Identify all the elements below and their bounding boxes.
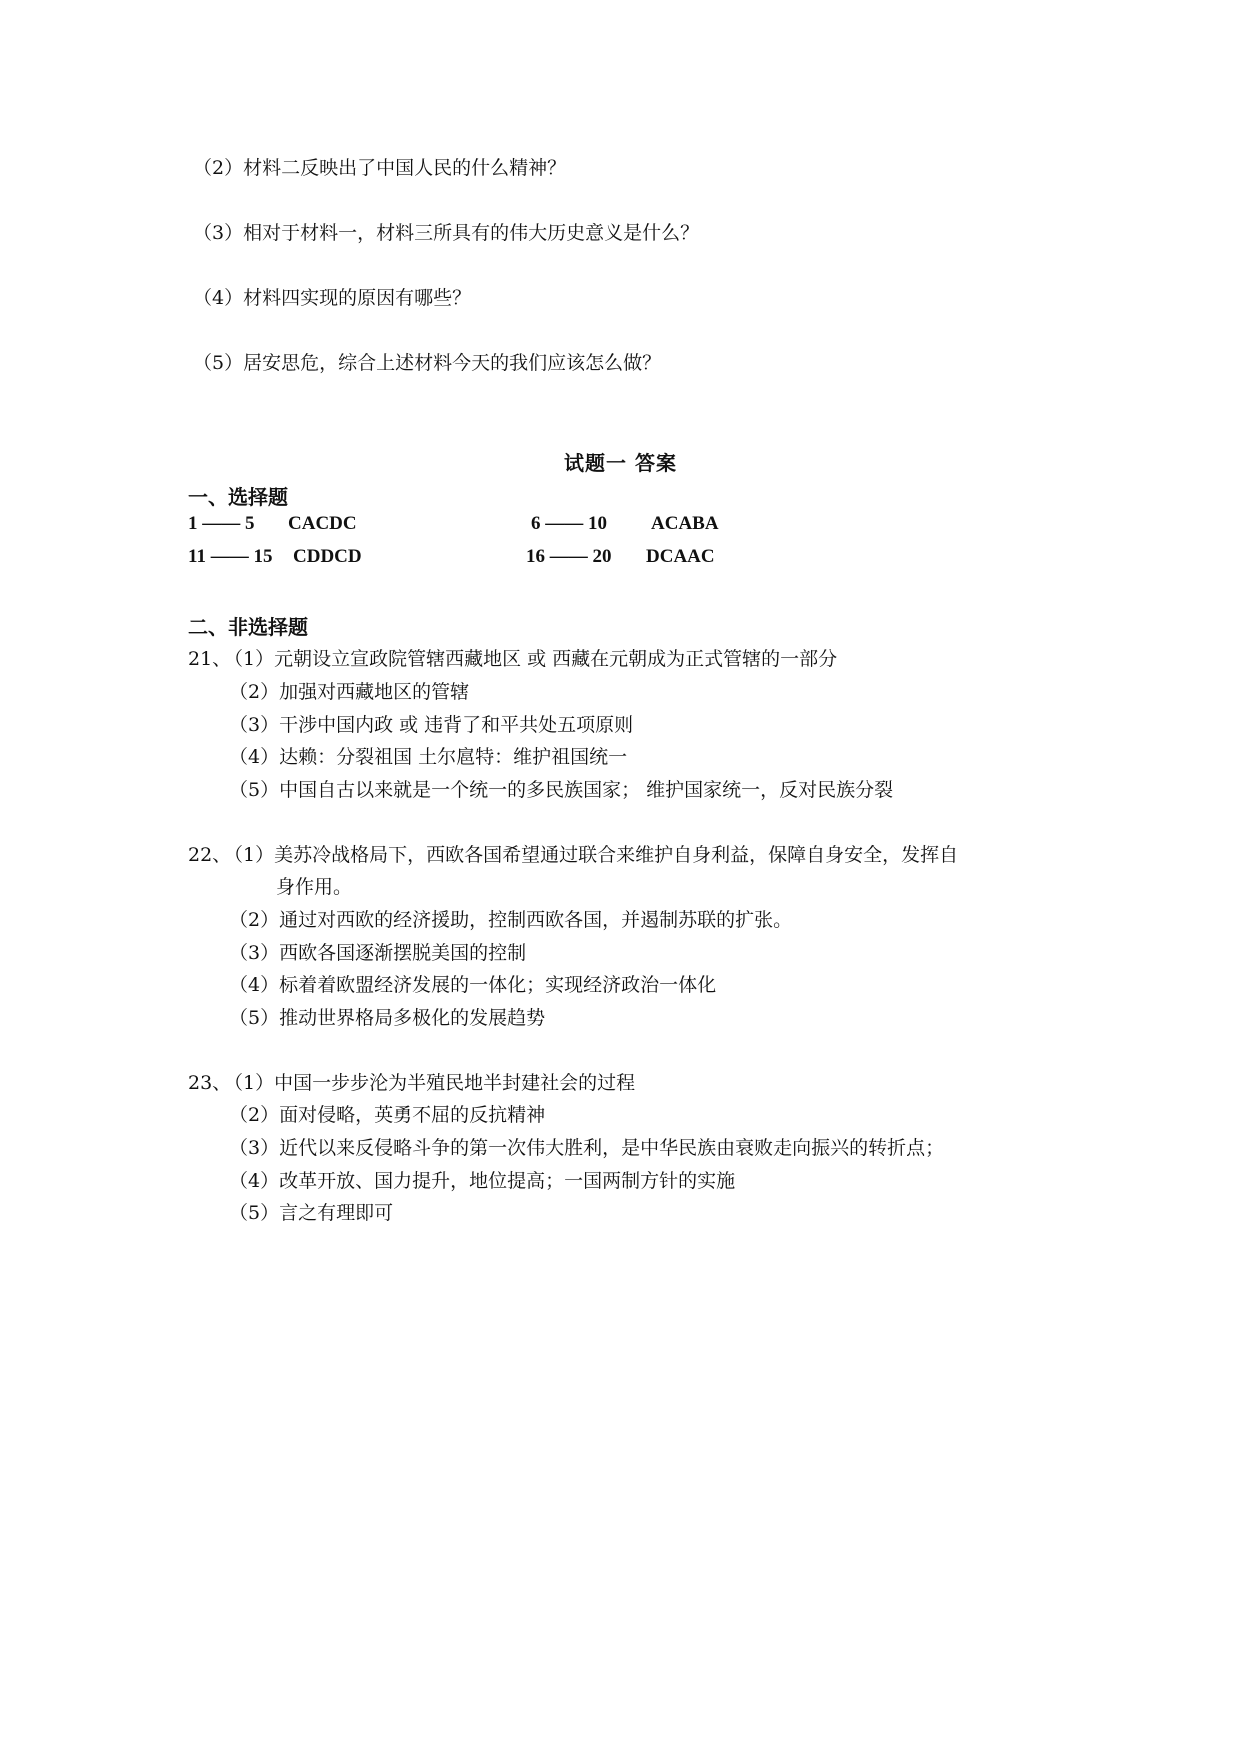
answer-key-title: 试题一 答案 xyxy=(564,451,677,475)
mc-answers: CACDC xyxy=(288,513,357,534)
mc-range: 16 —— 20 xyxy=(526,546,612,567)
answer-line: （3）近代以来反侵略斗争的第一次伟大胜利，是中华民族由衰败走向振兴的转折点； xyxy=(229,1137,945,1159)
mc-answers: ACABA xyxy=(651,513,719,534)
answer-line: （3）干涉中国内政 或 违背了和平共处五项原则 xyxy=(229,714,634,736)
question-number: 21、 xyxy=(188,648,232,670)
answer-line: （4）达赖：分裂祖国 土尔扈特：维护祖国统一 xyxy=(229,746,628,768)
answer-line: （2）通过对西欧的经济援助，控制西欧各国，并遏制苏联的扩张。 xyxy=(229,909,793,931)
question-2: （2）材料二反映出了中国人民的什么精神？ xyxy=(193,157,567,179)
answer-line: （5）推动世界格局多极化的发展趋势 xyxy=(229,1007,546,1029)
mc-range: 11 —— 15 xyxy=(188,546,273,567)
question-number: 22、 xyxy=(188,844,232,866)
mc-answers: DCAAC xyxy=(646,546,715,567)
answer-line: （4）改革开放、国力提升，地位提高；一国两制方针的实施 xyxy=(229,1170,736,1192)
answer-line: （5）言之有理即可 xyxy=(229,1202,394,1224)
question-5: （5）居安思危，综合上述材料今天的我们应该怎么做？ xyxy=(193,352,662,374)
answer-line: （2）面对侵略，英勇不屈的反抗精神 xyxy=(229,1104,546,1126)
section-multiple-choice: 一、选择题 xyxy=(188,485,288,509)
answer-line: （1）元朝设立宣政院管辖西藏地区 或 西藏在元朝成为正式管辖的一部分 xyxy=(224,648,838,670)
mc-answers: CDDCD xyxy=(293,546,362,567)
answer-line: （3）西欧各国逐渐摆脱美国的控制 xyxy=(229,942,527,964)
question-3: （3）相对于材料一，材料三所具有的伟大历史意义是什么？ xyxy=(193,222,700,244)
question-number: 23、 xyxy=(188,1072,232,1094)
mc-range: 6 —— 10 xyxy=(531,513,607,534)
answer-line: （2）加强对西藏地区的管辖 xyxy=(229,681,470,703)
answer-line: （1）中国一步步沦为半殖民地半封建社会的过程 xyxy=(224,1072,636,1094)
answer-line: （1）美苏冷战格局下，西欧各国希望通过联合来维护自身利益，保障自身安全，发挥自 xyxy=(224,844,959,866)
question-4: （4）材料四实现的原因有哪些？ xyxy=(193,287,472,309)
section-non-choice: 二、非选择题 xyxy=(188,615,308,639)
mc-range: 1 —— 5 xyxy=(188,513,255,534)
answer-line: （4）标着着欧盟经济发展的一体化；实现经济政治一体化 xyxy=(229,974,717,996)
answer-line: 身作用。 xyxy=(276,876,353,898)
answer-line: （5）中国自古以来就是一个统一的多民族国家； 维护国家统一，反对民族分裂 xyxy=(229,779,894,801)
